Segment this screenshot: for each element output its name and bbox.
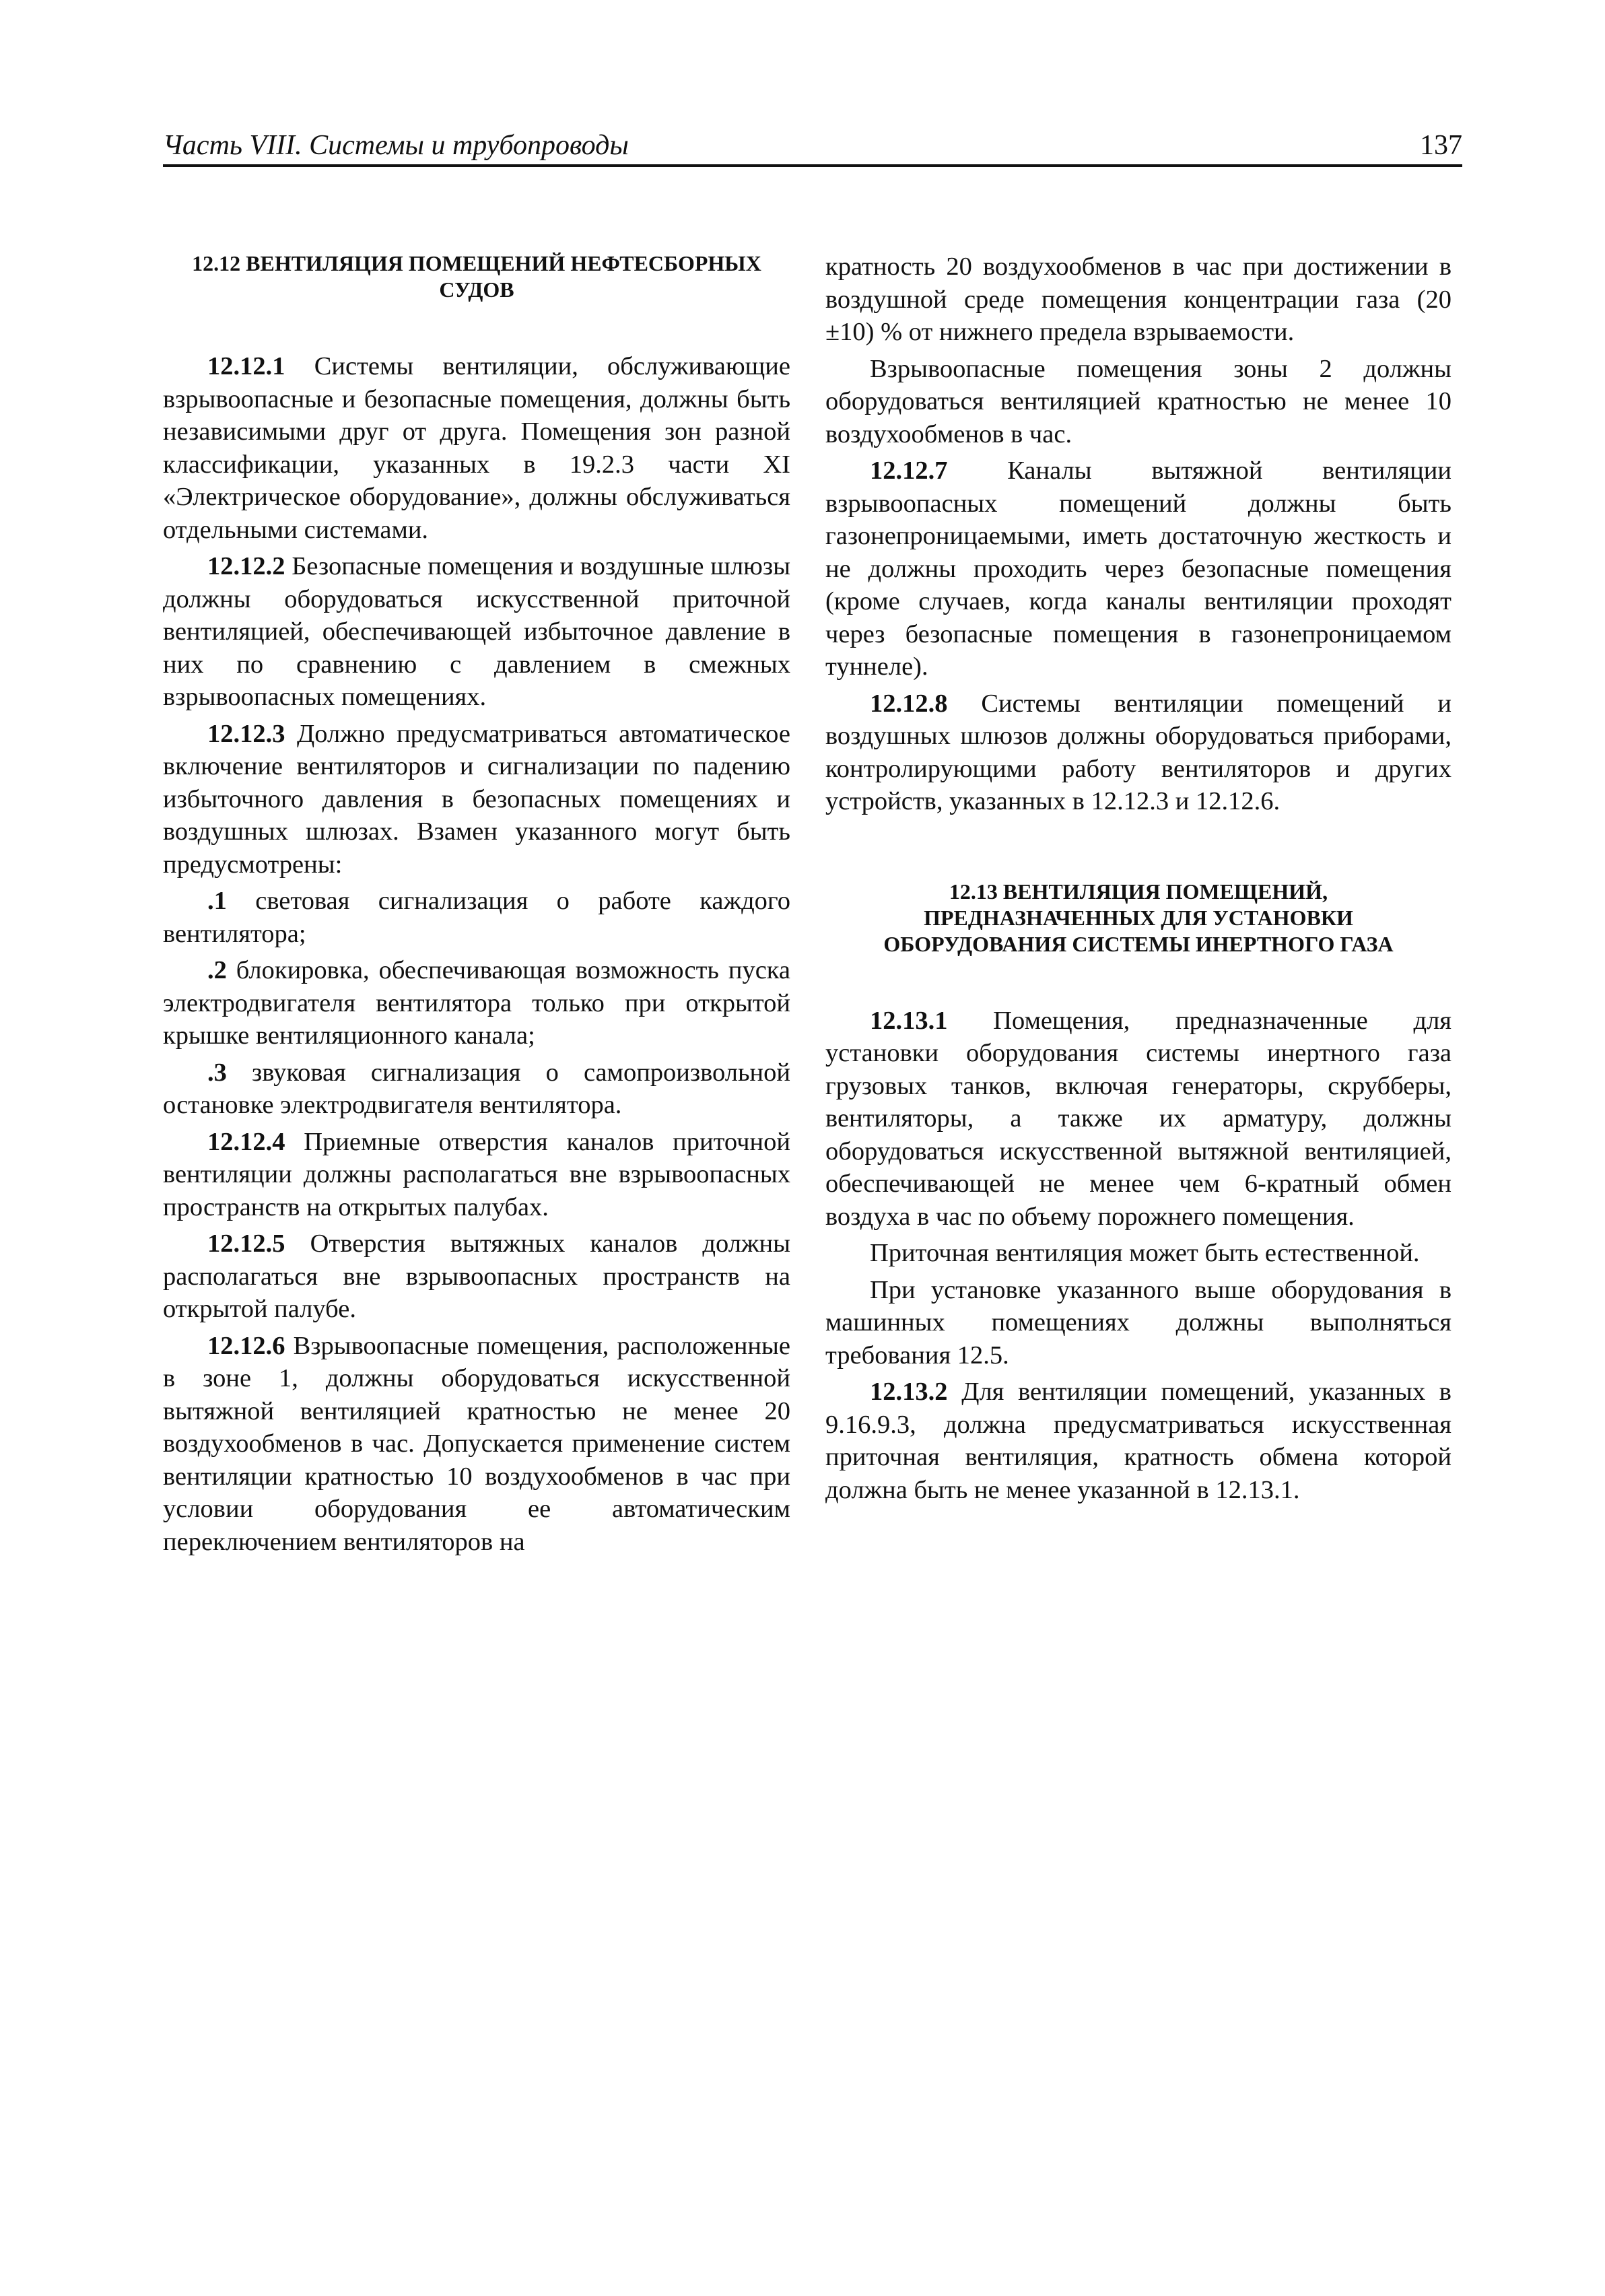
clause-number: 12.13.1 [870,1006,948,1035]
paragraph-12-12-3 [163,718,790,881]
clause-number: 12.12.6 [207,1331,285,1360]
section-title-12-13: 12.13 ВЕНТИЛЯЦИЯ ПОМЕЩЕНИЙ, ПРЕДНАЗНАЧЕННЫХ ДЛЯ УСТАНОВКИ ОБОРУДОВАНИЯ СИСТЕМЫ ИНЕРТНОГО ГАЗА [883,879,1394,956]
paragraph-12-12-7 [825,454,1452,683]
clause-number: 12.12.2 [207,552,285,580]
clause-number: 12.12.7 [870,457,948,485]
page-header [163,127,1462,167]
clause-number: 12.13.2 [870,1378,948,1406]
item-text: блокировка, обеспечивающая возможность пуска электродвигателя вентилятора только при открытой крышке вентиляционного канала; [163,956,790,1050]
clause-text: Каналы вытяжной вентиляции взрывоопасных помещений должны быть газонепроницаемыми, иметь достаточную жесткость и не должны проходить через безопасные помещения (кроме случаев, когда каналы вентиляции проходят через безопасные помещения в газонепроницаемом туннеле). [825,457,1452,681]
item-number: .2 [207,956,227,984]
clause-number: 12.12.3 [207,719,285,748]
clause-text: Приемные отверстия каналов приточной вентиляции должны располагаться вне взрывоопасных пространств на открытых палубах. [163,1127,790,1221]
paragraph-12-12-1 [163,350,790,546]
item-text: звуковая сигнализация о самопроизвольной остановке электродвигателя вентилятора. [163,1058,790,1119]
paragraph-12-12-8 [825,687,1452,818]
paragraph-12-13-2 [825,1376,1452,1506]
clause-text: Системы вентиляции, обслуживающие взрывоопасные и безопасные помещения, должны быть независимыми друг от друга. Помещения зон разной классификации, указанных в 19.2.3 части XI «Электрическое оборудование», должны обслуживаться отдельными системами. [163,352,790,544]
section-title-12-12: 12.12 ВЕНТИЛЯЦИЯ ПОМЕЩЕНИЙ НЕФТЕСБОРНЫХ СУДОВ [192,251,761,302]
clause-text: Взрывоопасные помещения, расположенные в зоне 1, должны оборудоваться искусственной вытяжной вентиляцией кратностью не менее 20 воздухообменов в час. Допускается применение систем вентиляции кратностью 10 воздухообменов в час при условии оборудования ее автоматическим переключением вентиляторов на [163,1331,790,1556]
paragraph-12-12-6 [163,1330,790,1559]
paragraph-machinery-spaces: При установке указанного выше оборудования в машинных помещениях должны выполняться требования 12.5. [825,1275,1452,1370]
clause-number: 12.12.1 [207,352,285,380]
item-number: .3 [207,1058,227,1087]
running-title: Часть VIII. Системы и трубопроводы [163,130,629,161]
list-item-1 [163,885,790,950]
right-column [825,250,1452,1510]
list-item-3 [163,1056,790,1122]
item-text: световая сигнализация о работе каждого вентилятора; [163,887,790,948]
clause-number: 12.12.4 [207,1127,285,1156]
paragraph-12-12-4 [163,1126,790,1224]
clause-text: Безопасные помещения и воздушные шлюзы должны оборудоваться искусственной приточной вентиляцией, обеспечивающей избыточное давление в них по сравнению с давлением в смежных взрывоопасных помещениях. [163,552,790,711]
paragraph-12-12-5 [163,1227,790,1326]
paragraph-12-12-2 [163,550,790,714]
clause-number: 12.12.5 [207,1229,285,1258]
clause-text: Должно предусматриваться автоматическое включение вентиляторов и сигнализации по падению избыточного давления в безопасных помещениях и воздушных шлюзах. Взамен указанного могут быть предусмотрены: [163,719,790,879]
clause-text: Отверстия вытяжных каналов должны располагаться вне взрывоопасных пространств на открытой палубе. [163,1229,790,1323]
clause-text: Системы вентиляции помещений и воздушных шлюзов должны оборудоваться приборами, контролирующими работу вентиляторов и других устройств, указанных в 12.12.3 и 12.12.6. [825,689,1452,815]
clause-number: 12.12.8 [870,689,948,718]
page-number: 137 [1420,130,1462,161]
paragraph-supply-ventilation: Приточная вентиляция может быть естественной. [870,1239,1420,1267]
paragraph-zone-2: Взрывоопасные помещения зоны 2 должны оборудоваться вентиляцией кратностью не менее 10 воздухообменов в час. [825,354,1452,448]
paragraph-12-13-1 [825,1005,1452,1234]
clause-text: Помещения, предназначенные для установки оборудования системы инертного газа грузовых танков, включая генераторы, скрубберы, вентиляторы, а также их арматуру, должны оборудоваться искусственной вытяжной вентиляцией, обеспечивающей не менее чем 6-кратный обмен воздуха в час по объему порожнего помещения. [825,1006,1452,1231]
paragraph-continuation: кратность 20 воздухообменов в час при достижении в воздушной среде помещения концентрации газа (20 ±10) % от нижнего предела взрываемости. [825,252,1452,346]
clause-text: Для вентиляции помещений, указанных в 9.16.9.3, должна предусматриваться искусственная приточная вентиляция, кратность обмена которой должна быть не менее указанной в 12.13.1. [825,1378,1452,1504]
list-item-2 [163,954,790,1052]
item-number: .1 [207,887,227,915]
left-column [163,250,790,1562]
